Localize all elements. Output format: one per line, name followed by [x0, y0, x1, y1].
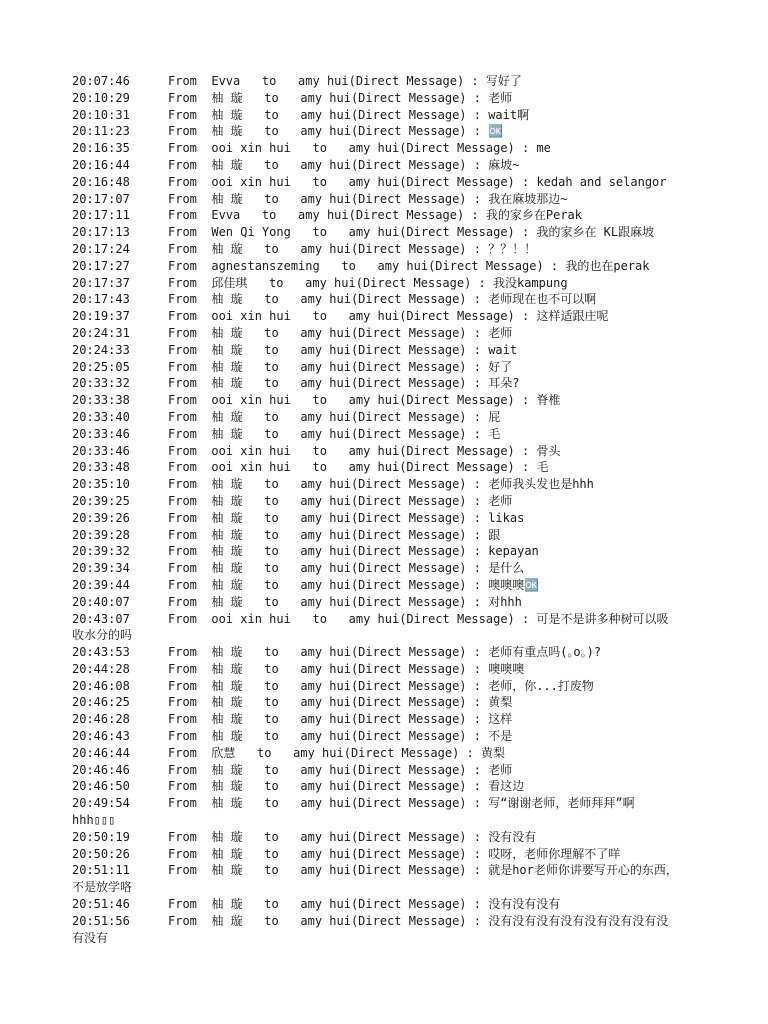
message-timestamp: 20:46:46 [72, 762, 130, 777]
message-timestamp: 20:19:37 [72, 309, 130, 324]
message-timestamp: 20:17:24 [72, 241, 130, 256]
message-text: From Evva to amy hui(Direct Message) : 写好了 [168, 74, 522, 88]
message-text: From 柚 璇 to amy hui(Direct Message) : 老师 [168, 493, 513, 508]
message-timestamp: 20:17:37 [72, 275, 130, 290]
message-timestamp: 20:43:07 [72, 611, 130, 626]
message-text: From 柚 璇 to amy hui(Direct Message) : 这样 [168, 712, 513, 727]
message-row [72, 913, 712, 930]
message-row [72, 359, 712, 376]
message-text: From 柚 璇 to amy hui(Direct Message) : kepayan [168, 544, 539, 559]
message-text: From Evva to amy hui(Direct Message) : 我的家乡在Perak [168, 208, 583, 223]
message-row [72, 745, 712, 762]
message-text: From 柚 璇 to amy hui(Direct Message) : wait啊 [168, 107, 530, 122]
message-text: From ooi xin hui to amy hui(Direct Message) : 这样适跟庄呢 [168, 309, 609, 324]
message-row [72, 459, 712, 476]
message-text: From 柚 璇 to amy hui(Direct Message) : 毛 [168, 426, 501, 441]
message-timestamp: 20:40:07 [72, 594, 130, 609]
message-timestamp: 20:39:34 [72, 561, 130, 576]
message-timestamp: 20:17:13 [72, 225, 130, 240]
message-timestamp: 20:17:07 [72, 191, 130, 206]
message-timestamp: 20:51:46 [72, 897, 130, 912]
message-row [72, 694, 712, 711]
message-timestamp: 20:46:25 [72, 695, 130, 710]
message-text: From 柚 璇 to amy hui(Direct Message) : 我在麻坡那边~ [168, 191, 568, 206]
message-row [72, 308, 712, 325]
message-text: From 欣慧 to amy hui(Direct Message) : 黄梨 [168, 745, 505, 760]
message-timestamp: 20:24:31 [72, 325, 130, 340]
message-timestamp: 20:46:43 [72, 729, 130, 744]
message-row [72, 325, 712, 342]
message-row [72, 107, 712, 124]
message-timestamp: 20:17:27 [72, 258, 130, 273]
message-text: From ooi xin hui to amy hui(Direct Message) : 骨头 [168, 443, 561, 458]
message-continuation-row [72, 930, 712, 947]
message-timestamp: 20:51:11 [72, 863, 130, 878]
message-row [72, 543, 712, 560]
message-row [72, 862, 712, 879]
message-row [72, 476, 712, 493]
message-row [72, 493, 712, 510]
message-text: From 柚 璇 to amy hui(Direct Message) : 是什么 [168, 561, 525, 576]
message-timestamp: 20:33:32 [72, 376, 130, 391]
message-row [72, 728, 712, 745]
message-text: From 柚 璇 to amy hui(Direct Message) : 看这边 [168, 779, 525, 794]
message-text: From 柚 璇 to amy hui(Direct Message) : 老师我头发也是hhh [168, 477, 594, 492]
message-text: From 柚 璇 to amy hui(Direct Message) : 不是 [168, 729, 513, 744]
message-timestamp: 20:17:43 [72, 292, 130, 307]
message-timestamp: 20:46:44 [72, 745, 130, 760]
message-row [72, 191, 712, 208]
message-row [72, 392, 712, 409]
message-text: From 柚 璇 to amy hui(Direct Message) : 写“谢谢老师，老师拜拜”啊 [168, 796, 635, 811]
message-continuation-text: 收水分的吗 [72, 628, 133, 643]
message-text: From 柚 璇 to amy hui(Direct Message) : 麻坡~ [168, 157, 520, 172]
message-row [72, 795, 712, 812]
message-row [72, 241, 712, 258]
message-timestamp: 20:46:50 [72, 779, 130, 794]
message-timestamp: 20:07:46 [72, 74, 130, 88]
message-text: From 柚 璇 to amy hui(Direct Message) : 就是hor老师你讲要写开心的东西， [168, 863, 678, 878]
message-row [72, 426, 712, 443]
message-row [72, 291, 712, 308]
message-timestamp: 20:33:46 [72, 426, 130, 441]
message-timestamp: 20:10:31 [72, 107, 130, 122]
message-text: From 柚 璇 to amy hui(Direct Message) : 好了 [168, 359, 513, 374]
message-row [72, 510, 712, 527]
message-timestamp: 20:33:40 [72, 409, 130, 424]
message-text: From 柚 璇 to amy hui(Direct Message) : 黄梨 [168, 695, 513, 710]
message-timestamp: 20:46:28 [72, 712, 130, 727]
message-text: From 柚 璇 to amy hui(Direct Message) : 老师有重点吗(｡o｡)? [168, 645, 602, 660]
message-text: From 柚 璇 to amy hui(Direct Message) : 老师 [168, 90, 513, 105]
message-row [72, 577, 712, 594]
message-row [72, 829, 712, 846]
message-row [72, 678, 712, 695]
message-text: From 柚 璇 to amy hui(Direct Message) : 老师，你...打废物 [168, 678, 594, 693]
message-text: From 柚 璇 to amy hui(Direct Message) : 没有没有没有没有没有没有没有没 [168, 913, 669, 928]
message-text: From 柚 璇 to amy hui(Direct Message) : 老师 [168, 762, 513, 777]
message-row [72, 409, 712, 426]
message-text: From 柚 璇 to amy hui(Direct Message) : 没有没有没有 [168, 897, 561, 912]
message-row [72, 258, 712, 275]
message-row [72, 140, 712, 157]
message-text: From 柚 璇 to amy hui(Direct Message) : 跟 [168, 527, 501, 542]
message-timestamp: 20:35:10 [72, 477, 130, 492]
message-text: From ooi xin hui to amy hui(Direct Message) : me [168, 141, 551, 156]
message-timestamp: 20:16:44 [72, 157, 130, 172]
message-row [72, 762, 712, 779]
message-row [72, 224, 712, 241]
message-row [72, 778, 712, 795]
message-timestamp: 20:33:48 [72, 460, 130, 475]
message-timestamp: 20:49:54 [72, 796, 130, 811]
message-row [72, 611, 712, 628]
message-text: From 邱佳琪 to amy hui(Direct Message) : 我没kampung [168, 275, 568, 290]
message-continuation-text: 有没有 [72, 930, 109, 945]
message-text: From 柚 璇 to amy hui(Direct Message) : 对hhh [168, 594, 522, 609]
message-timestamp: 20:11:23 [72, 124, 130, 139]
message-timestamp: 20:39:28 [72, 527, 130, 542]
message-row [72, 846, 712, 863]
message-text: From ooi xin hui to amy hui(Direct Message) : 脊椎 [168, 393, 561, 408]
message-text: From Wen Qi Yong to amy hui(Direct Message) : 我的家乡在 KL跟麻坡 [168, 225, 655, 240]
message-text: From ooi xin hui to amy hui(Direct Message) : 可是不是讲多种树可以吸 [168, 611, 669, 626]
message-text: From ooi xin hui to amy hui(Direct Message) : 毛 [168, 460, 549, 475]
message-row [72, 157, 712, 174]
message-timestamp: 20:16:48 [72, 174, 130, 189]
message-row [72, 342, 712, 359]
message-timestamp: 20:51:56 [72, 913, 130, 928]
message-row [72, 896, 712, 913]
message-row [72, 644, 712, 661]
message-row [72, 375, 712, 392]
message-row [72, 594, 712, 611]
message-text: From 柚 璇 to amy hui(Direct Message) : ？？！！ [168, 241, 537, 256]
message-text: From agnestanszeming to amy hui(Direct Message) : 我的也在perak [168, 258, 650, 273]
message-text: From 柚 璇 to amy hui(Direct Message) : 哎呀，老师你理解不了咩 [168, 846, 621, 861]
message-text: From 柚 璇 to amy hui(Direct Message) : 没有没有 [168, 829, 537, 844]
message-timestamp: 20:43:53 [72, 645, 130, 660]
message-timestamp: 20:33:46 [72, 443, 130, 458]
message-text: From 柚 璇 to amy hui(Direct Message) : 屁 [168, 409, 501, 424]
message-timestamp: 20:44:28 [72, 661, 130, 676]
message-text: From 柚 璇 to amy hui(Direct Message) : 噢噢噢🆗 [168, 577, 540, 592]
message-timestamp: 20:50:19 [72, 829, 130, 844]
message-timestamp: 20:46:08 [72, 678, 130, 693]
message-row [72, 275, 712, 292]
message-continuation-row [72, 812, 712, 829]
message-text: From 柚 璇 to amy hui(Direct Message) : 噢噢噢 [168, 661, 525, 676]
message-timestamp: 20:10:29 [72, 90, 130, 105]
message-text: From 柚 璇 to amy hui(Direct Message) : wait [168, 342, 518, 357]
message-row [72, 560, 712, 577]
message-row [72, 443, 712, 460]
message-row [72, 123, 712, 140]
message-timestamp: 20:39:26 [72, 510, 130, 525]
message-text: From 柚 璇 to amy hui(Direct Message) : 老师现在也不可以啊 [168, 292, 597, 307]
message-timestamp: 20:24:33 [72, 342, 130, 357]
message-continuation-text: hhh▯▯▯ [72, 813, 116, 828]
message-timestamp: 20:17:11 [72, 208, 130, 223]
message-text: From ooi xin hui to amy hui(Direct Message) : kedah and selangor [168, 174, 667, 189]
message-row [72, 174, 712, 191]
message-timestamp: 20:39:25 [72, 493, 130, 508]
message-text: From 柚 璇 to amy hui(Direct Message) : likas [168, 510, 525, 525]
message-text: From 柚 璇 to amy hui(Direct Message) : 🆗 [168, 124, 504, 139]
message-row [72, 73, 712, 90]
chat-log [72, 73, 712, 946]
message-continuation-text: 不是放学咯 [72, 880, 133, 895]
message-text: From 柚 璇 to amy hui(Direct Message) : 老师 [168, 325, 513, 340]
message-timestamp: 20:16:35 [72, 141, 130, 156]
message-timestamp: 20:39:32 [72, 544, 130, 559]
message-timestamp: 20:39:44 [72, 577, 130, 592]
message-row [72, 661, 712, 678]
message-timestamp: 20:50:26 [72, 846, 130, 861]
message-row [72, 527, 712, 544]
message-row [72, 207, 712, 224]
message-timestamp: 20:25:05 [72, 359, 130, 374]
message-timestamp: 20:33:38 [72, 393, 130, 408]
message-continuation-row [72, 879, 712, 896]
message-text: From 柚 璇 to amy hui(Direct Message) : 耳朵? [168, 376, 520, 391]
message-row [72, 711, 712, 728]
message-row [72, 90, 712, 107]
message-continuation-row [72, 627, 712, 644]
